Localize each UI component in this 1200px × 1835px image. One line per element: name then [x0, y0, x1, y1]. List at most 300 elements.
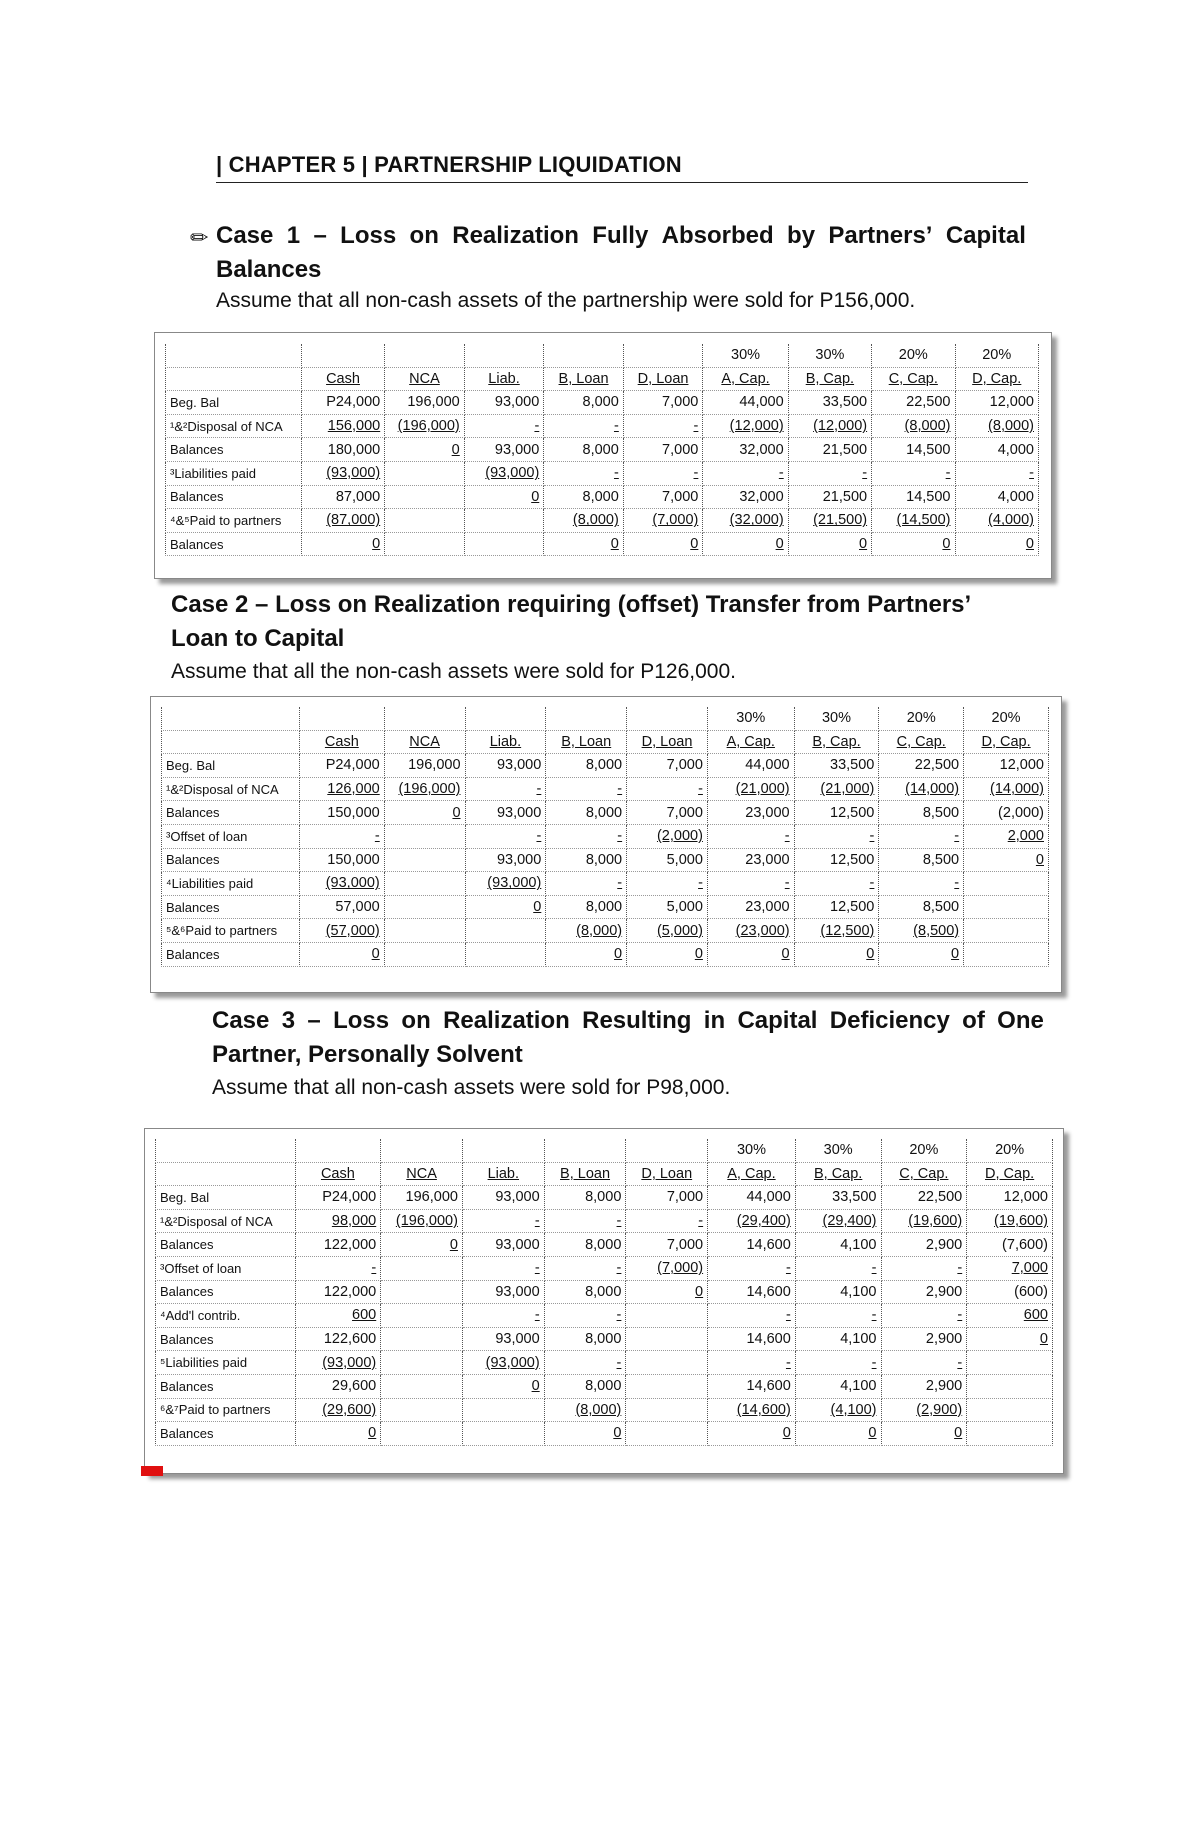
table-cell: [795, 1398, 881, 1422]
table-cell: [788, 438, 871, 462]
table-cell: [301, 485, 384, 509]
title-word: of: [962, 1007, 985, 1034]
table-cell: [794, 801, 879, 825]
cell-value: (14,000): [989, 781, 1044, 798]
cell-value: 12,000: [989, 394, 1034, 411]
cell-value: 0: [371, 946, 380, 963]
table-cell: [301, 438, 384, 462]
cell-value: 14,600: [746, 1283, 791, 1300]
cell-value: -: [784, 875, 790, 892]
cell-value: 14,500: [906, 441, 951, 458]
cell-value: (87,000): [326, 512, 381, 529]
cell-value: 8,500: [922, 851, 960, 868]
cell-value: (21,000): [820, 781, 875, 798]
percent-cell: [544, 344, 624, 367]
cell-value: -: [957, 1307, 963, 1324]
table-row: [166, 485, 1039, 509]
cell-value: 0: [694, 946, 703, 963]
cell-value: 7,000: [666, 1189, 704, 1206]
cell-value: 196,000: [408, 757, 461, 774]
cell-value: -: [617, 875, 623, 892]
table-cell: [795, 1374, 881, 1398]
column-header: [881, 1162, 967, 1186]
table-cell: [299, 872, 384, 896]
table-cell: [301, 532, 384, 556]
table-cell: [881, 1351, 967, 1375]
table-cell: [544, 1351, 626, 1375]
table-cell: [794, 754, 879, 778]
column-header: [795, 1162, 881, 1186]
case3-table-frame: [144, 1128, 1064, 1474]
table-cell: [381, 1327, 463, 1351]
percent-cell: [156, 1139, 296, 1162]
percent-cell: [295, 1139, 381, 1162]
column-header-text: Liab.: [488, 370, 520, 387]
table-row: [156, 1280, 1053, 1304]
cell-value: 196,000: [407, 394, 460, 411]
table-cell: [462, 1374, 544, 1398]
table-cell: [964, 848, 1049, 872]
column-header-text: Liab.: [487, 1165, 520, 1182]
cell-value: 21,500: [822, 441, 868, 458]
table-cell: [295, 1422, 381, 1446]
percent-cell: 30%: [795, 1139, 881, 1162]
table-cell: [465, 848, 546, 872]
table-cell: [879, 872, 964, 896]
row-label: ³Liabilities paid: [166, 461, 302, 485]
cell-value: 2,900: [925, 1283, 963, 1300]
title-word: Resulting: [582, 1007, 692, 1034]
table-cell: [465, 942, 546, 966]
row-label: ⁴Add'l contrib.: [156, 1304, 296, 1328]
cell-value: 8,500: [922, 899, 960, 916]
cell-value: P24,000: [322, 1189, 377, 1206]
column-header-text: D, Loan: [641, 1165, 693, 1182]
table-row: [166, 509, 1039, 533]
table-cell: [381, 1304, 463, 1328]
cell-value: (14,600): [736, 1401, 791, 1418]
cell-value: 22,500: [917, 1189, 963, 1206]
column-header-text: B, Cap.: [805, 370, 855, 387]
column-header-text: D, Cap.: [985, 1165, 1035, 1182]
cell-value: 4,000: [997, 488, 1034, 505]
title-word: Loss: [340, 222, 397, 249]
column-header: [627, 730, 708, 754]
table-cell: [544, 1186, 626, 1210]
cell-value: 23,000: [745, 851, 790, 868]
cell-value: 33,500: [822, 394, 868, 411]
cell-value: 0: [954, 1425, 963, 1442]
table-cell: [385, 532, 465, 556]
cell-value: 29,600: [331, 1378, 377, 1395]
table-cell: [708, 1374, 796, 1398]
cell-value: 0: [610, 536, 619, 553]
cell-value: 8,000: [585, 851, 623, 868]
column-header: [794, 730, 879, 754]
column-header: [162, 730, 300, 754]
cell-value: 93,000: [495, 1283, 540, 1300]
title-word: –: [313, 222, 327, 249]
cell-value: (4,000): [988, 512, 1034, 529]
cell-value: 0: [781, 946, 790, 963]
table-cell: [707, 824, 794, 848]
cell-value: 2,900: [925, 1236, 963, 1253]
table-cell: [299, 777, 384, 801]
case1-title-line2: Balances: [216, 256, 322, 283]
table-cell: [627, 919, 708, 943]
table-cell: [707, 942, 794, 966]
table-cell: [462, 1304, 544, 1328]
table-cell: [967, 1209, 1053, 1233]
table-cell: [384, 824, 465, 848]
column-header: [964, 730, 1049, 754]
column-header-text: D, Loan: [641, 733, 693, 750]
cell-value: 0: [866, 946, 875, 963]
row-label: Balances: [162, 848, 300, 872]
column-header: [544, 367, 624, 391]
table-cell: [546, 848, 627, 872]
cell-value: 44,000: [739, 394, 784, 411]
cell-value: (196,000): [395, 1213, 458, 1230]
cell-value: 8,000: [585, 899, 623, 916]
cell-value: (14,000): [905, 781, 960, 798]
cell-value: 5,000: [666, 851, 703, 868]
cell-value: 0: [1035, 851, 1044, 868]
case2-worksheet-table: [161, 707, 1049, 967]
percent-cell: [384, 707, 465, 730]
cell-value: 7,000: [1011, 1260, 1048, 1277]
table-cell: [703, 414, 788, 438]
table-row: [162, 824, 1049, 848]
row-label: ¹&²Disposal of NCA: [166, 414, 302, 438]
table-cell: [462, 1186, 544, 1210]
table-cell: [794, 872, 879, 896]
column-header: [879, 730, 964, 754]
cell-value: -: [613, 465, 619, 482]
cell-value: 0: [1025, 536, 1034, 553]
cell-value: 150,000: [327, 851, 380, 868]
cell-value: 4,100: [840, 1378, 877, 1395]
table-cell: [795, 1351, 881, 1375]
table-row: [156, 1256, 1053, 1280]
cell-value: 21,500: [822, 488, 868, 505]
cell-value: -: [617, 781, 623, 798]
cell-value: -: [869, 875, 875, 892]
percent-cell: [381, 1139, 463, 1162]
table-cell: [627, 942, 708, 966]
header-row: [156, 1162, 1053, 1186]
column-header-text: B, Loan: [558, 370, 609, 387]
table-cell: [795, 1233, 881, 1257]
cell-value: 14,500: [906, 488, 951, 505]
row-label: Beg. Bal: [166, 391, 302, 415]
table-cell: [627, 895, 708, 919]
cell-value: (7,600): [1002, 1236, 1048, 1253]
percent-cell: [385, 344, 465, 367]
cell-value: 23,000: [745, 899, 790, 916]
table-cell: [381, 1374, 463, 1398]
table-cell: [462, 1209, 544, 1233]
table-cell: [794, 919, 879, 943]
table-cell: [295, 1351, 381, 1375]
table-cell: [544, 1256, 626, 1280]
column-header-text: D, Loan: [637, 370, 689, 387]
column-header-text: C, Cap.: [899, 1165, 949, 1182]
table-cell: [384, 777, 465, 801]
cell-value: 12,000: [1003, 1189, 1048, 1206]
case3-title: [212, 1004, 1044, 1072]
table-cell: [967, 1422, 1053, 1446]
column-header-text: C, Cap.: [896, 733, 946, 750]
cell-value: 4,000: [997, 441, 1034, 458]
case2-title: [171, 588, 1031, 656]
column-header: [708, 1162, 796, 1186]
cell-value: -: [957, 1354, 963, 1371]
table-cell: [881, 1233, 967, 1257]
table-cell: [544, 1398, 626, 1422]
title-word: Capital: [737, 1007, 818, 1034]
table-cell: [955, 485, 1039, 509]
title-word: Partners’: [828, 222, 933, 249]
cell-value: 0: [782, 1425, 791, 1442]
cell-value: (196,000): [398, 781, 461, 798]
column-header: [872, 367, 955, 391]
table-cell: [872, 414, 955, 438]
row-label: Beg. Bal: [162, 754, 300, 778]
table-cell: [964, 824, 1049, 848]
row-label: Balances: [166, 438, 302, 462]
percent-row: [156, 1139, 1053, 1162]
table-cell: [544, 391, 624, 415]
column-header-text: A, Cap.: [727, 1165, 776, 1182]
cell-value: 14,600: [746, 1236, 791, 1253]
table-cell: [384, 754, 465, 778]
column-header: [381, 1162, 463, 1186]
table-cell: [462, 1398, 544, 1422]
table-cell: [788, 485, 871, 509]
column-header: [623, 367, 703, 391]
row-label: Balances: [166, 485, 302, 509]
cell-value: (12,500): [820, 922, 875, 939]
cell-value: 93,000: [496, 757, 542, 774]
cell-value: 93,000: [494, 394, 540, 411]
cell-value: 57,000: [335, 899, 380, 916]
table-cell: [626, 1351, 708, 1375]
table-cell: [623, 509, 703, 533]
percent-cell: 30%: [788, 344, 871, 367]
table-cell: [544, 1233, 626, 1257]
cell-value: (8,000): [576, 922, 623, 939]
table-cell: [703, 532, 788, 556]
title-word: Case: [216, 222, 274, 249]
percent-cell: [546, 707, 627, 730]
table-cell: [627, 848, 708, 872]
title-word: One: [997, 1007, 1044, 1034]
column-header-text: NCA: [409, 733, 440, 750]
cell-value: 0: [531, 1378, 540, 1395]
percent-cell: 30%: [703, 344, 788, 367]
table-cell: [465, 754, 546, 778]
cell-value: (7,000): [652, 512, 699, 529]
cell-value: 23,000: [745, 804, 790, 821]
table-cell: [464, 438, 544, 462]
table-cell: [626, 1256, 708, 1280]
table-cell: [546, 872, 627, 896]
table-cell: [707, 848, 794, 872]
table-cell: [881, 1186, 967, 1210]
table-cell: [623, 485, 703, 509]
table-cell: [544, 1304, 626, 1328]
table-cell: [708, 1351, 796, 1375]
table-cell: [544, 509, 624, 533]
cell-value: -: [862, 465, 868, 482]
row-label: Balances: [156, 1327, 296, 1351]
table-cell: [964, 754, 1049, 778]
table-row: [162, 777, 1049, 801]
table-cell: [872, 509, 955, 533]
table-cell: [795, 1422, 881, 1446]
table-cell: [708, 1304, 796, 1328]
cell-value: 2,000: [1007, 828, 1044, 845]
case1-description: Assume that all non-cash assets of the partnership were sold for P156,000.: [216, 289, 916, 312]
cell-value: 14,600: [746, 1378, 791, 1395]
cell-value: 122,000: [323, 1236, 377, 1253]
cell-value: -: [616, 1307, 622, 1324]
table-cell: [967, 1351, 1053, 1375]
table-row: [166, 438, 1039, 462]
cell-value: (21,000): [735, 781, 790, 798]
cell-value: 0: [452, 804, 461, 821]
table-cell: [708, 1327, 796, 1351]
cell-value: 4,100: [840, 1283, 877, 1300]
table-row: [162, 872, 1049, 896]
cell-value: 0: [942, 536, 951, 553]
cell-value: (93,000): [485, 1354, 540, 1371]
table-cell: [385, 438, 465, 462]
table-cell: [788, 414, 871, 438]
column-header: [462, 1162, 544, 1186]
table-cell: [381, 1398, 463, 1422]
cell-value: -: [871, 1354, 877, 1371]
cell-value: 22,500: [906, 394, 951, 411]
table-row: [156, 1304, 1053, 1328]
cell-value: 0: [372, 536, 381, 553]
table-cell: [794, 895, 879, 919]
table-cell: [384, 848, 465, 872]
percent-cell: [464, 344, 544, 367]
cell-value: 93,000: [495, 1331, 540, 1348]
cell-value: -: [698, 1213, 704, 1230]
table-cell: [708, 1209, 796, 1233]
title-word: Fully: [592, 222, 649, 249]
case3-worksheet-table: [155, 1139, 1053, 1446]
cell-value: 180,000: [327, 441, 381, 458]
cell-value: (93,000): [326, 465, 381, 482]
column-header-text: D, Cap.: [981, 733, 1031, 750]
table-cell: [881, 1280, 967, 1304]
cell-value: (8,000): [988, 418, 1034, 435]
table-row: [162, 754, 1049, 778]
table-row: [156, 1422, 1053, 1446]
column-header-text: B, Loan: [560, 1165, 611, 1182]
percent-cell: 30%: [707, 707, 794, 730]
table-cell: [708, 1186, 796, 1210]
title-word: Capital: [945, 222, 1026, 249]
table-cell: [385, 485, 465, 509]
table-cell: [546, 824, 627, 848]
row-label: ⁵Liabilities paid: [156, 1351, 296, 1375]
table-cell: [384, 895, 465, 919]
table-cell: [462, 1422, 544, 1446]
cell-value: 5,000: [666, 899, 703, 916]
cell-value: -: [785, 1260, 791, 1277]
table-cell: [299, 848, 384, 872]
table-cell: [295, 1233, 381, 1257]
table-cell: [381, 1186, 463, 1210]
cell-value: 7,000: [666, 757, 703, 774]
cell-value: -: [617, 828, 623, 845]
table-cell: [967, 1304, 1053, 1328]
cell-value: 8,000: [585, 1378, 622, 1395]
cell-value: 32,000: [739, 488, 784, 505]
cell-value: 8,000: [585, 757, 623, 774]
title-word: in: [703, 1007, 726, 1034]
table-cell: [708, 1256, 796, 1280]
percent-cell: 20%: [955, 344, 1039, 367]
table-cell: [464, 509, 544, 533]
cell-value: -: [785, 1307, 791, 1324]
table-cell: [626, 1280, 708, 1304]
cell-value: (93,000): [485, 465, 540, 482]
table-cell: [703, 461, 788, 485]
cell-value: (93,000): [322, 1354, 377, 1371]
cell-value: 0: [613, 1425, 622, 1442]
percent-cell: 30%: [708, 1139, 796, 1162]
column-header: [299, 730, 384, 754]
cell-value: (29,600): [322, 1401, 377, 1418]
cell-value: 8,000: [585, 1331, 622, 1348]
cell-value: -: [869, 828, 875, 845]
table-cell: [295, 1186, 381, 1210]
table-cell: [879, 801, 964, 825]
table-cell: [381, 1233, 463, 1257]
table-cell: [295, 1256, 381, 1280]
cell-value: 0: [614, 946, 623, 963]
cell-value: 93,000: [495, 1236, 540, 1253]
table-cell: [626, 1422, 708, 1446]
title-word: Realization: [443, 1007, 570, 1034]
table-cell: [967, 1398, 1053, 1422]
table-row: [162, 848, 1049, 872]
cell-value: -: [785, 1354, 791, 1371]
column-header: [166, 367, 302, 391]
cell-value: 4,100: [840, 1331, 877, 1348]
cell-value: 0: [951, 946, 960, 963]
table-cell: [707, 895, 794, 919]
table-cell: [384, 942, 465, 966]
percent-cell: 30%: [794, 707, 879, 730]
cell-value: 12,500: [830, 899, 875, 916]
table-cell: [788, 509, 871, 533]
table-cell: [384, 872, 465, 896]
table-cell: [465, 919, 546, 943]
table-cell: [623, 391, 703, 415]
table-row: [162, 895, 1049, 919]
table-cell: [381, 1351, 463, 1375]
table-cell: [465, 872, 546, 896]
cell-value: 600: [1023, 1307, 1048, 1324]
table-cell: [703, 391, 788, 415]
